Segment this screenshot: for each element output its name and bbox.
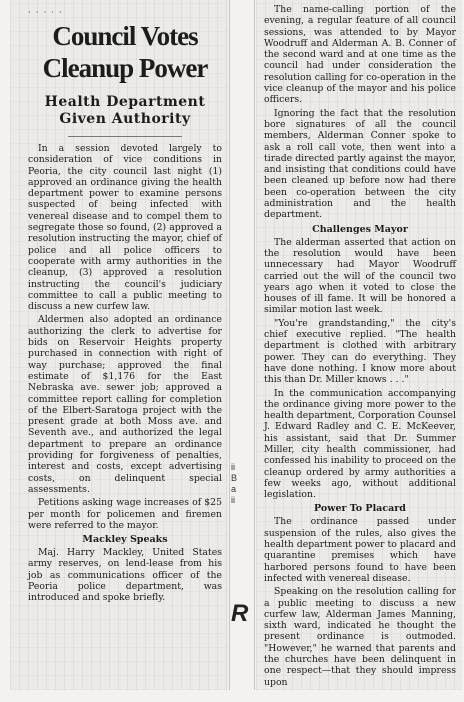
adjacent-clipping-letter: R: [231, 600, 249, 627]
divider: [68, 136, 182, 137]
subheadline-line-2: Given Authority: [59, 111, 191, 127]
clipping-edge: [254, 0, 255, 690]
headline-line-1: Council Votes: [52, 21, 198, 51]
right-column: [256, 0, 462, 690]
subheadline: [28, 94, 222, 128]
article-paragraph: In a session devoted largely to consideration of vice conditions in Peoria, the city council last night (1) approved an ordinance giving the health department power to examine persons suspected of being infected with venereal disease and to compel them to segregate those so found, (2) approved a resolution instructing the mayor, chief of police and all police officers to cooperate with army authorities in the cleanup, (3) approved a resolution instructing the council's judiciary committee to call a public meeting to discuss a new curfew law.: [28, 143, 222, 313]
section-heading: Challenges Mayor: [312, 223, 408, 235]
subheadline-line-1: Health Department: [44, 94, 206, 110]
headline-line-2: Cleanup Power: [42, 53, 208, 83]
section-heading: Power To Placard: [314, 503, 406, 515]
article-paragraph: Ignoring the fact that the resolution bore signatures of all the council members, Alderman Conner spoke to ask a roll call vote, then went into a tirade directed partly against the mayor, and insisting that conditions could have been cleaned up before now had there been co-operation between the city administration and the health department.: [264, 107, 456, 221]
clipping-edge: [229, 0, 230, 690]
article-paragraph: The alderman asserted that action on the resolution would have been unnecessary had Mayor Woodruff carried out the will of the council two years ago when it voted to close the houses of ill fame. It will be honored a similar motion last week.: [264, 236, 456, 316]
clipping-top-fragment: · · · · ·: [28, 8, 63, 18]
article-paragraph: The name-calling portion of the evening, a regular feature of all council sessions, was attended to by Mayor Woodruff and Alderman A. B. Conner of the second ward and at one time as the council had under consideration the resolution calling for co-operation in the vice cleanup of the mayor and his police officers.: [264, 4, 456, 106]
headline: [28, 20, 222, 84]
section-heading: Mackley Speaks: [82, 534, 168, 546]
article-paragraph: Maj. Harry Mackley, United States army reserves, on lend-lease from his job as communications officer of the Peoria police department, was introduced and spoke briefly.: [28, 547, 222, 604]
article-paragraph: Petitions asking wage increases of $25 per month for policemen and firemen were referred to the mayor.: [28, 497, 222, 531]
article-paragraph: In the communication accompanying the ordinance giving more power to the health department, Corporation Counsel J. Edward Radley and C. E. McKeever, his assistant, said that Dr. Summer Miller, city health commissioner, had confessed his inability to proceed on the cleanup ordered by army authorities a few weeks ago, without additional legislation.: [264, 387, 456, 501]
article-paragraph: The ordinance passed under suspension of the rules, also gives the health department power to placard and quarantine premises which have harbored persons found to have been infected with venereal disease.: [264, 516, 456, 584]
article-paragraph: Speaking on the resolution calling for a public meeting to discuss a new curfew law, Alderman James Manning, sixth ward, indicated he thought the present ordinance is outmoded. "However," he warned that parents and the churches have been delinquent in one respect—that they should impress upon: [264, 586, 456, 688]
adjacent-clipping-fragment: ii B a ii: [231, 462, 238, 505]
left-column: [10, 0, 228, 690]
article-paragraph: Aldermen also adopted an ordinance authorizing the clerk to advertise for bids on Reservoir Heights property purchased in connection with right of way purchase; approved the final estimate of $1,176 for the East Nebraska ave. sewer job; approved a committee report calling for completion of the Elbert-Saratoga project with the present grade at both Moss ave. and Seventh ave., and authorized the legal department to prepare an ordinance providing for forgiveness of penalties, interest and costs, except advertising costs, on delinquent special assessments.: [28, 314, 222, 495]
article-paragraph: "You're grandstanding," the city's chief executive replied. "The health department is clothed with arbitrary power. They can do everything. They have done nothing. I know more about this than Dr. Miller knows . . .": [264, 317, 456, 386]
